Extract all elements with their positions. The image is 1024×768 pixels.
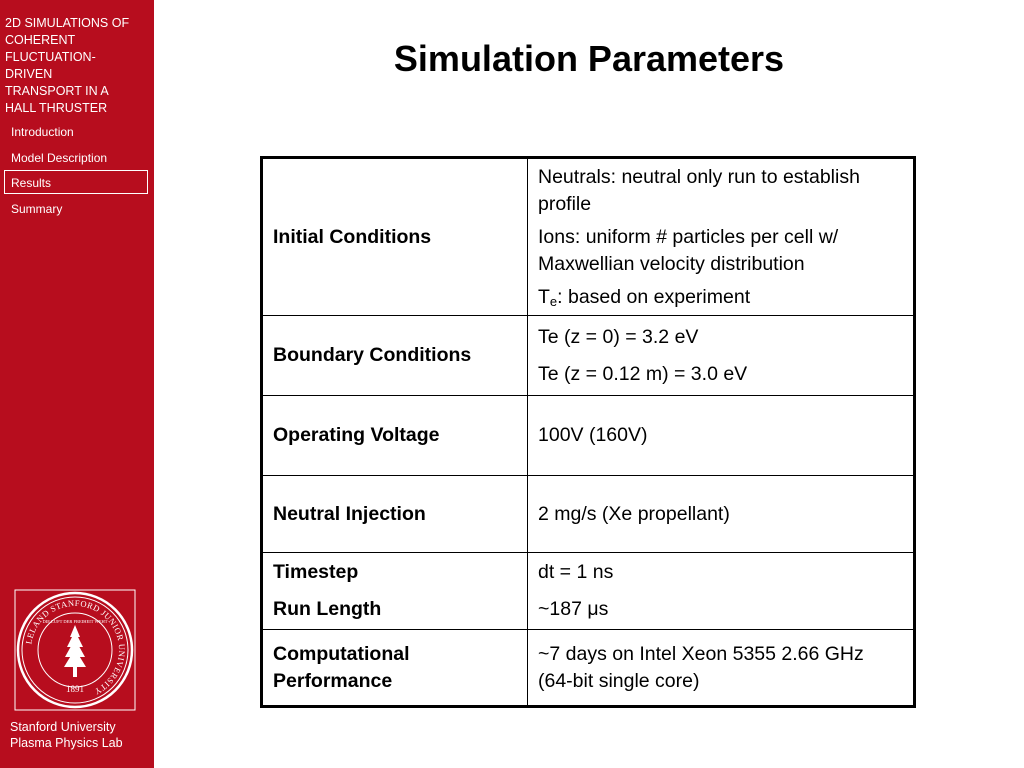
presentation-title	[5, 15, 153, 117]
presentation-title-line: 2D SIMULATIONS OF	[5, 16, 130, 30]
param-value-line	[538, 284, 903, 311]
seal-year: 1891	[66, 684, 84, 694]
param-value	[528, 158, 915, 316]
nav-item-summary[interactable]: Summary	[11, 201, 63, 216]
te-subscript: e	[549, 293, 558, 309]
stanford-seal-logo	[14, 589, 136, 711]
sidebar	[0, 0, 154, 768]
param-value: 2 mg/s (Xe propellant)	[528, 476, 915, 553]
param-value: 100V (160V)	[528, 396, 915, 476]
nav-item-introduction[interactable]: Introduction	[11, 125, 74, 139]
param-value-line: Neutrals: neutral only run to establish profile	[538, 165, 860, 215]
param-label: Computational Performance	[262, 630, 528, 707]
lab-credit-line: Stanford University	[10, 720, 116, 734]
param-value	[528, 316, 915, 396]
table-row	[262, 476, 915, 553]
param-label: Neutral Injection	[262, 476, 528, 553]
lab-credit	[10, 719, 123, 751]
seal-ring-text: LELAND STANFORD JUNIOR UNIVERSITY	[23, 597, 128, 698]
param-value-line: Te (z = 0.12 m) = 3.0 eV	[538, 362, 748, 385]
slide-title: Simulation Parameters	[393, 38, 785, 79]
parameters-table	[260, 156, 916, 708]
section-nav	[4, 119, 148, 221]
param-label: Initial Conditions	[262, 158, 528, 316]
presentation-title-line: DRIVEN	[5, 67, 53, 81]
param-label-line: Run Length	[273, 598, 382, 620]
param-label-line: Timestep	[273, 561, 359, 583]
presentation-title-line: FLUCTUATION-	[5, 50, 96, 64]
nav-item-model-description[interactable]: Model Description	[11, 150, 108, 165]
presentation-title-line: TRANSPORT IN A	[5, 84, 109, 98]
param-label	[262, 553, 528, 630]
param-label: Boundary Conditions	[262, 316, 528, 396]
table-row	[262, 630, 915, 707]
presentation-title-line: COHERENT	[5, 33, 76, 47]
te-description: : based on experiment	[557, 285, 751, 308]
table-row	[262, 158, 915, 316]
te-symbol: T	[538, 285, 550, 308]
table-row	[262, 553, 915, 630]
param-label: Operating Voltage	[262, 396, 528, 476]
table-row	[262, 316, 915, 396]
param-value: ~7 days on Intel Xeon 5355 2.66 GHz (64-bit single core)	[528, 630, 915, 707]
param-value-line: Te (z = 0) = 3.2 eV	[538, 325, 699, 348]
param-value-line: dt = 1 ns	[538, 561, 614, 583]
nav-item-results[interactable]: Results	[4, 170, 148, 194]
param-value	[528, 553, 915, 630]
presentation-title-line: HALL THRUSTER	[5, 101, 108, 115]
table-row	[262, 396, 915, 476]
lab-credit-line: Plasma Physics Lab	[10, 736, 123, 750]
seal-motto: DIE LUFT DER FREIHEIT WEHT	[42, 619, 108, 624]
param-value-line: ~187 μs	[538, 598, 609, 620]
param-value-line: Ions: uniform # particles per cell w/ Maxwellian velocity distribution	[538, 225, 839, 275]
